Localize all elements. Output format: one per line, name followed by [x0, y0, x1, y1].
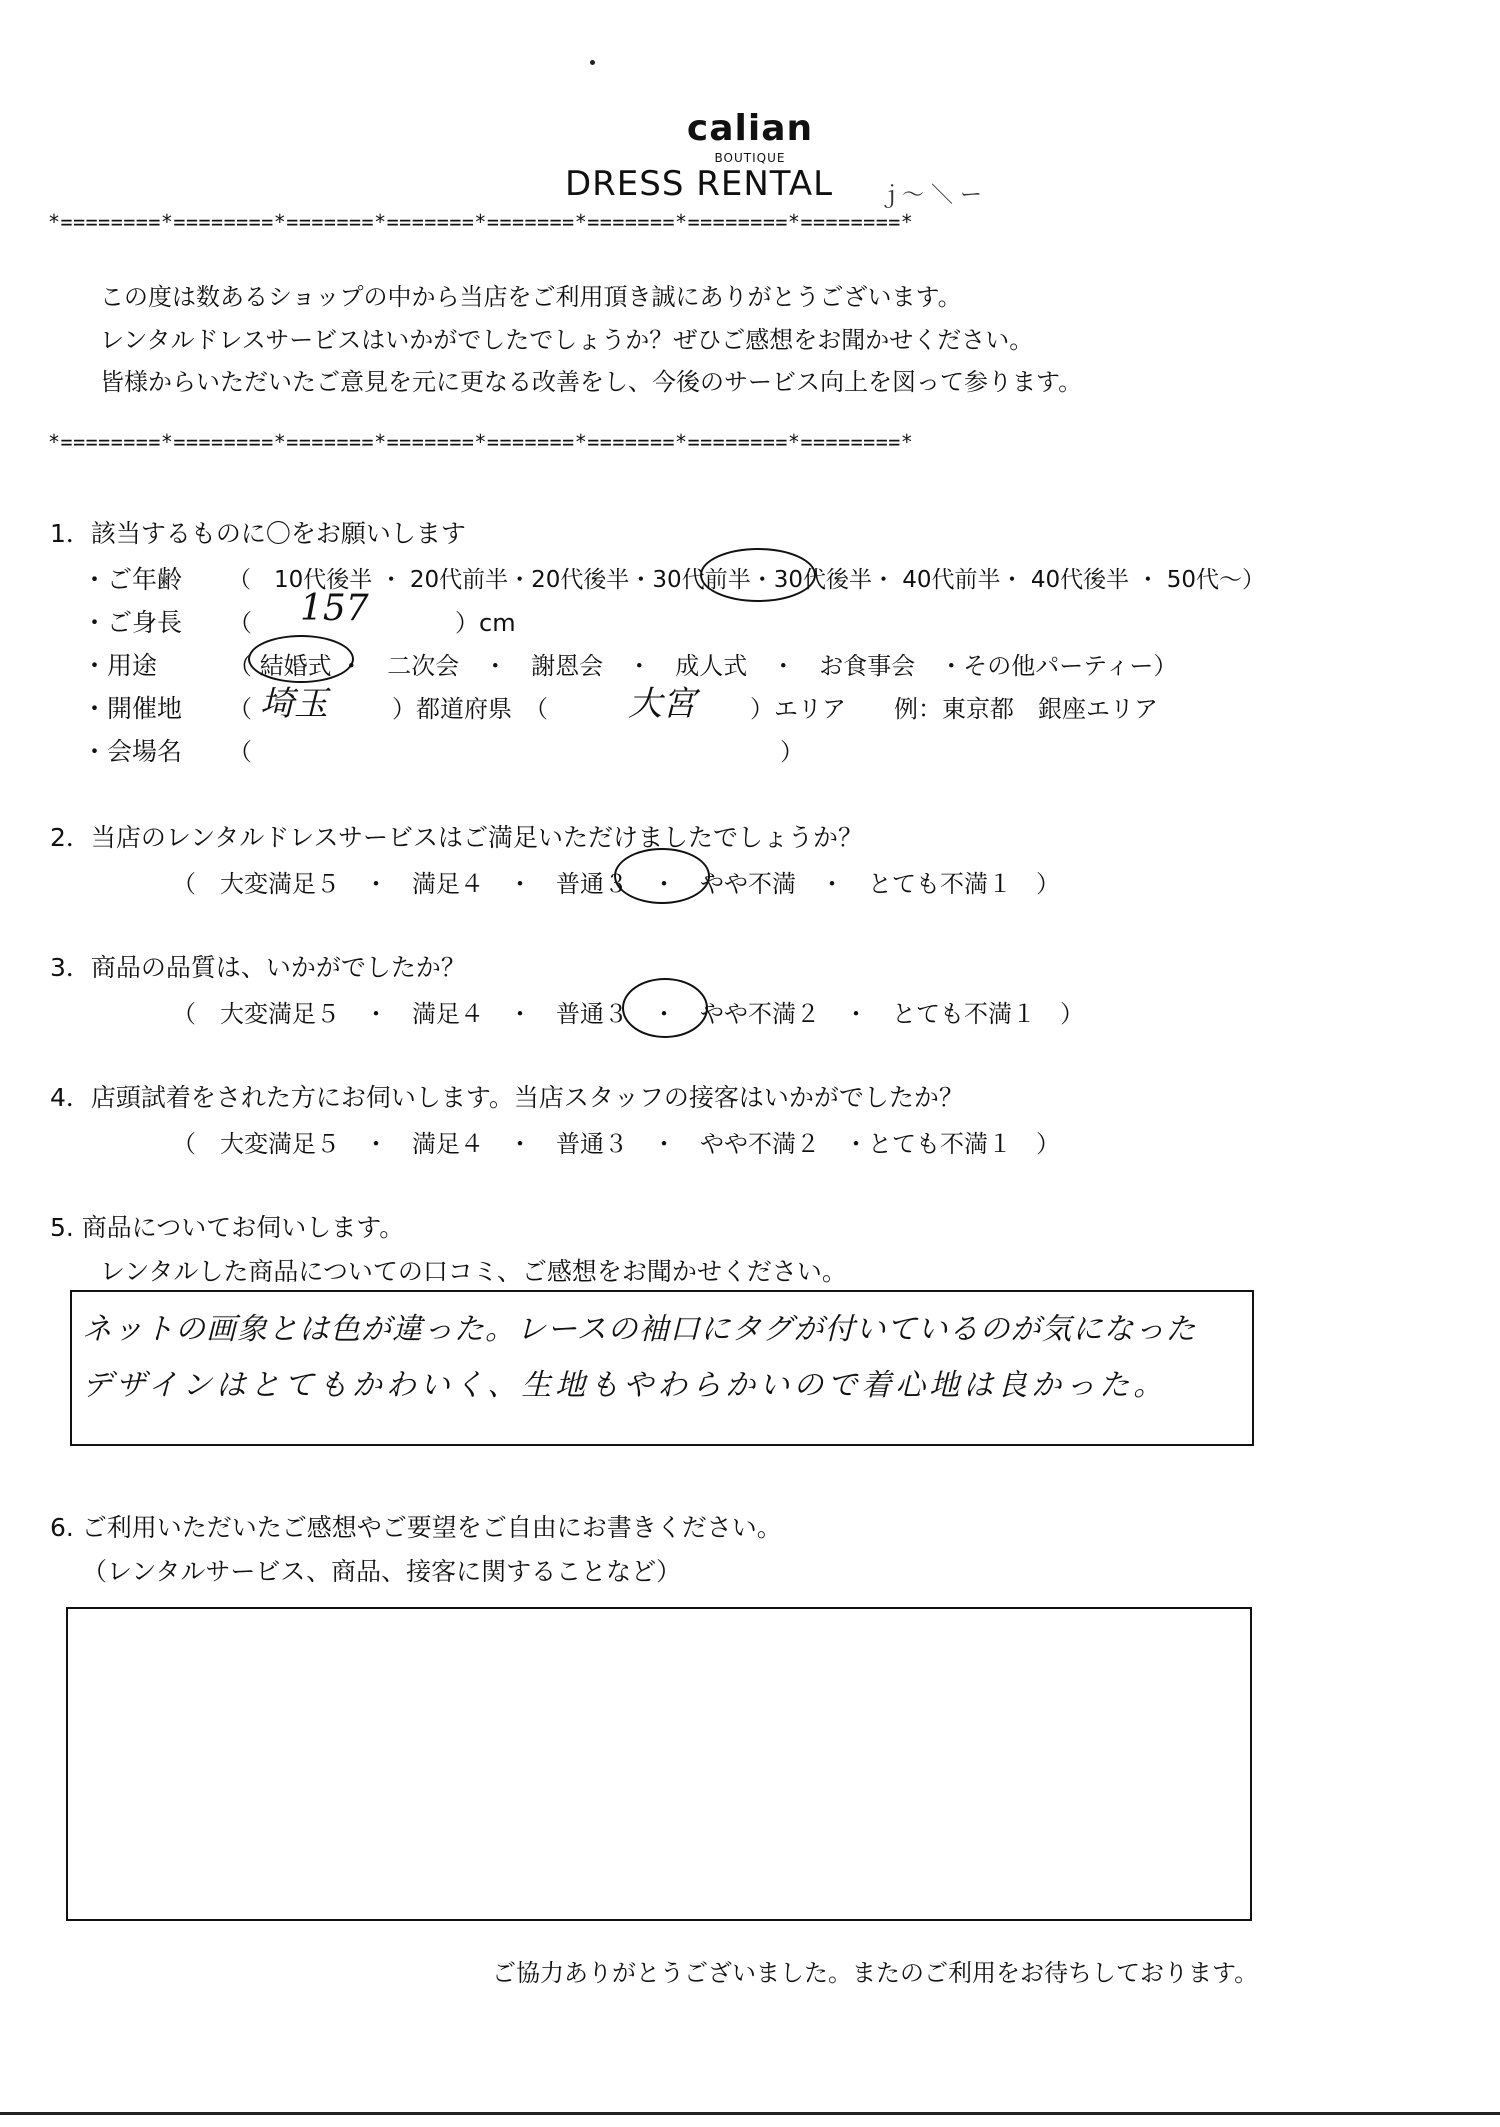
footer-thanks: ご協力ありがとうございました。またのご利用をお待ちしております。: [492, 1959, 1259, 1987]
q6-title: 6. ご利用いただいたご感想やご要望をご自由にお書きください。: [50, 1513, 782, 1542]
bottom-rule: [0, 2112, 1500, 2115]
q3-options: （ 大変満足５ ・ 満足４ ・ 普通３ ・ やや不満２ ・ とても不満１ ）: [172, 1000, 1084, 1028]
stray-mark: [590, 60, 595, 65]
separator-top: *========*========*=======*=======*=======*=======*========*========*: [48, 210, 914, 234]
q2-options: （ 大変満足５ ・ 満足４ ・ 普通３ ・ やや不満 ・ とても不満１ ）: [172, 870, 1060, 898]
brand-logo: calian: [686, 108, 814, 149]
age-options: （ 10代後半 ・ 20代前半・20代後半・30代前半・30代後半・ 40代前半・ 40代後半 ・ 50代～）: [228, 567, 1265, 593]
separator-bottom: *========*========*=======*=======*=======*=======*========*========*: [48, 430, 914, 454]
area-suffix: ）エリア 例：東京都 銀座エリア: [750, 695, 1158, 723]
q3-selected-circle: [622, 978, 708, 1038]
q4-options: （ 大変満足５ ・ 満足４ ・ 普通３ ・ やや不満２ ・とても不満１ ）: [172, 1130, 1060, 1158]
prefecture-value[interactable]: 埼玉: [260, 684, 328, 724]
height-value[interactable]: 157: [300, 588, 369, 629]
q5-answer-line-1: ネットの画象とは色が違った。レースの袖口にタグが付いているのが気になった: [82, 1312, 1197, 1347]
q4-title: 4．店頭試着をされた方にお伺いします。当店スタッフの接客はいかがでしたか？: [50, 1083, 964, 1112]
height-label: ・ご身長: [82, 608, 183, 637]
venue-label: ・開催地: [82, 694, 183, 723]
hall-options: （ ）: [228, 738, 804, 766]
q6-prompt: （レンタルサービス、商品、接客に関することなど）: [82, 1557, 682, 1586]
q2-selected-circle: [614, 848, 710, 904]
area-value[interactable]: 大宮: [628, 684, 696, 724]
intro-line-3: 皆様からいただいたご意見を元に更なる改善をし、今後のサービス向上を図って参ります。: [100, 368, 1083, 396]
handwritten-scribble: ｊ～ ＼ ー: [880, 183, 982, 208]
venue-open-paren: （: [228, 695, 252, 723]
prefecture-suffix: ）都道府県 （: [392, 695, 548, 723]
q1-title: 1．該当するものに〇をお願いします: [50, 519, 466, 548]
purpose-label: ・用途: [82, 651, 158, 680]
age-selected-circle: [700, 548, 816, 602]
q5-title: 5. 商品についてお伺いします。: [50, 1213, 405, 1242]
q5-answer-line-2: デザインはとてもかわいく、生地もやわらかいので着心地は良かった。: [82, 1368, 1168, 1403]
height-unit: ）cm: [455, 609, 516, 637]
q3-title: 3．商品の品質は、いかがでしたか？: [50, 953, 466, 982]
age-label: ・ご年齢: [82, 565, 183, 594]
intro-line-2: レンタルドレスサービスはいかがでしたでしょうか？ぜひご感想をお聞かせください。: [100, 326, 1034, 354]
intro-line-1: この度は数あるショップの中から当店をご利用頂き誠にありがとうございます。: [100, 283, 962, 311]
brand-sub: BOUTIQUE: [714, 151, 786, 165]
q5-answer-box[interactable]: [70, 1290, 1254, 1446]
hall-label: ・会場名: [82, 737, 183, 766]
height-open-paren: （: [228, 609, 252, 637]
service-title: DRESS RENTAL: [565, 164, 834, 204]
q2-title: 2．当店のレンタルドレスサービスはご満足いただけましたでしょうか？: [50, 823, 864, 852]
q5-prompt: レンタルした商品についての口コミ、ご感想をお聞かせください。: [100, 1257, 847, 1286]
purpose-options: （ 結婚式 ・ 二次会 ・ 謝恩会 ・ 成人式 ・ お食事会 ・その他パーティー）: [228, 652, 1178, 680]
q6-answer-box[interactable]: [66, 1607, 1252, 1921]
